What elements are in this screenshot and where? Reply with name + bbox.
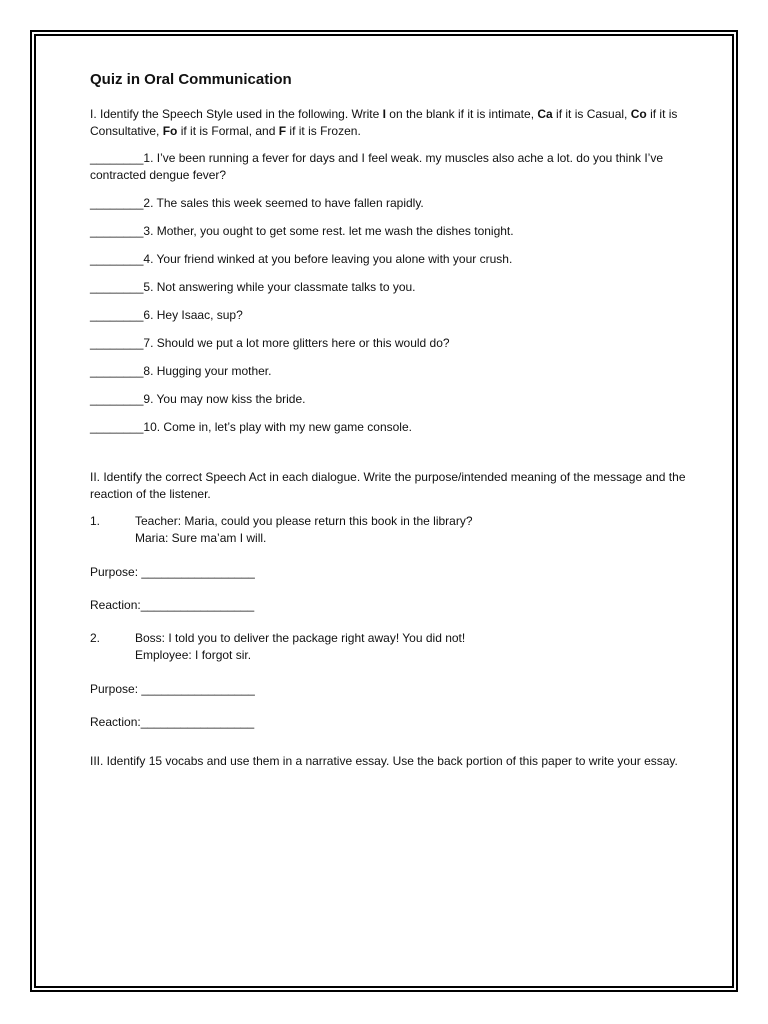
answer-blank: ________	[90, 280, 144, 294]
dialogue-lines	[135, 513, 473, 547]
answer-blank: ________	[90, 392, 144, 406]
code-casual: Ca	[537, 107, 553, 121]
quiz-item	[90, 150, 690, 184]
instruction-text: if it is Consultative,	[90, 107, 678, 138]
item-text: 3. Mother, you ought to get some rest. let me wash the dishes tonight.	[143, 224, 514, 238]
part1-instruction	[90, 106, 690, 140]
part2-instruction: II. Identify the correct Speech Act in each dialogue. Write the purpose/intended meaning of the message and the reaction of the listener.	[90, 470, 686, 501]
code-frozen: F	[278, 124, 287, 138]
instruction-text: if it is Formal, and	[177, 124, 279, 138]
quiz-item	[90, 251, 690, 268]
item-text: 6. Hey Isaac, sup?	[143, 308, 243, 322]
answer-blank: ________	[90, 420, 144, 434]
item-text: 7. Should we put a lot more glitters here or this would do?	[143, 336, 450, 350]
quiz-item	[90, 391, 690, 408]
item-text: 4. Your friend winked at you before leaving you alone with your crush.	[143, 252, 513, 266]
dialogue-number: 1.	[90, 514, 101, 528]
answer-blank: ________	[90, 252, 144, 266]
answer-blank: ________	[90, 151, 144, 165]
instruction-text: if it is Frozen.	[286, 124, 361, 138]
code-intimate: I	[382, 107, 386, 121]
item-text: 1. I’ve been running a fever for days and I feel weak. my muscles also ache a lot. do you think I’ve contracted dengue fever?	[90, 151, 664, 182]
dialogue-number: 2.	[90, 631, 101, 645]
quiz-title: Quiz in Oral Communication	[90, 71, 292, 88]
dialogue-line: Employee: I forgot sir.	[135, 648, 252, 662]
quiz-item	[90, 279, 690, 296]
section-spacer	[90, 447, 690, 469]
quiz-item	[90, 419, 690, 436]
dialogue-line: Maria: Sure ma’am I will.	[135, 531, 267, 545]
quiz-item	[90, 223, 690, 240]
instruction-text: if it is Casual,	[552, 107, 631, 121]
item-text: 2. The sales this week seemed to have fallen rapidly.	[143, 196, 424, 210]
reaction-line: Reaction:_________________	[90, 715, 255, 729]
answer-blank: ________	[90, 196, 144, 210]
dialogue-item	[90, 630, 690, 664]
item-text: 5. Not answering while your classmate talks to you.	[143, 280, 416, 294]
quiz-item	[90, 307, 690, 324]
answer-blank: ________	[90, 364, 144, 378]
code-consultative: Co	[630, 107, 647, 121]
item-text: 10. Come in, let’s play with my new game console.	[143, 420, 412, 434]
dialogue-lines	[135, 630, 465, 664]
dialogue-line: Teacher: Maria, could you please return this book in the library?	[135, 514, 473, 528]
quiz-item	[90, 195, 690, 212]
item-text: 9. You may now kiss the bride.	[143, 392, 306, 406]
dialogue-item	[90, 513, 690, 547]
purpose-line: Purpose: _________________	[90, 565, 255, 579]
quiz-document	[90, 70, 690, 780]
answer-blank: ________	[90, 336, 144, 350]
quiz-item	[90, 363, 690, 380]
code-formal: Fo	[162, 124, 178, 138]
instruction-text: on the blank if it is intimate,	[385, 107, 538, 121]
answer-blank: ________	[90, 308, 144, 322]
answer-blank: ________	[90, 224, 144, 238]
reaction-line: Reaction:_________________	[90, 598, 255, 612]
item-text: 8. Hugging your mother.	[143, 364, 272, 378]
quiz-item	[90, 335, 690, 352]
part3-instruction: III. Identify 15 vocabs and use them in a narrative essay. Use the back portion of this paper to write your essay.	[90, 754, 678, 768]
instruction-text: I. Identify the Speech Style used in the following. Write	[90, 107, 383, 121]
dialogue-line: Boss: I told you to deliver the package right away! You did not!	[135, 631, 466, 645]
purpose-line: Purpose: _________________	[90, 682, 255, 696]
